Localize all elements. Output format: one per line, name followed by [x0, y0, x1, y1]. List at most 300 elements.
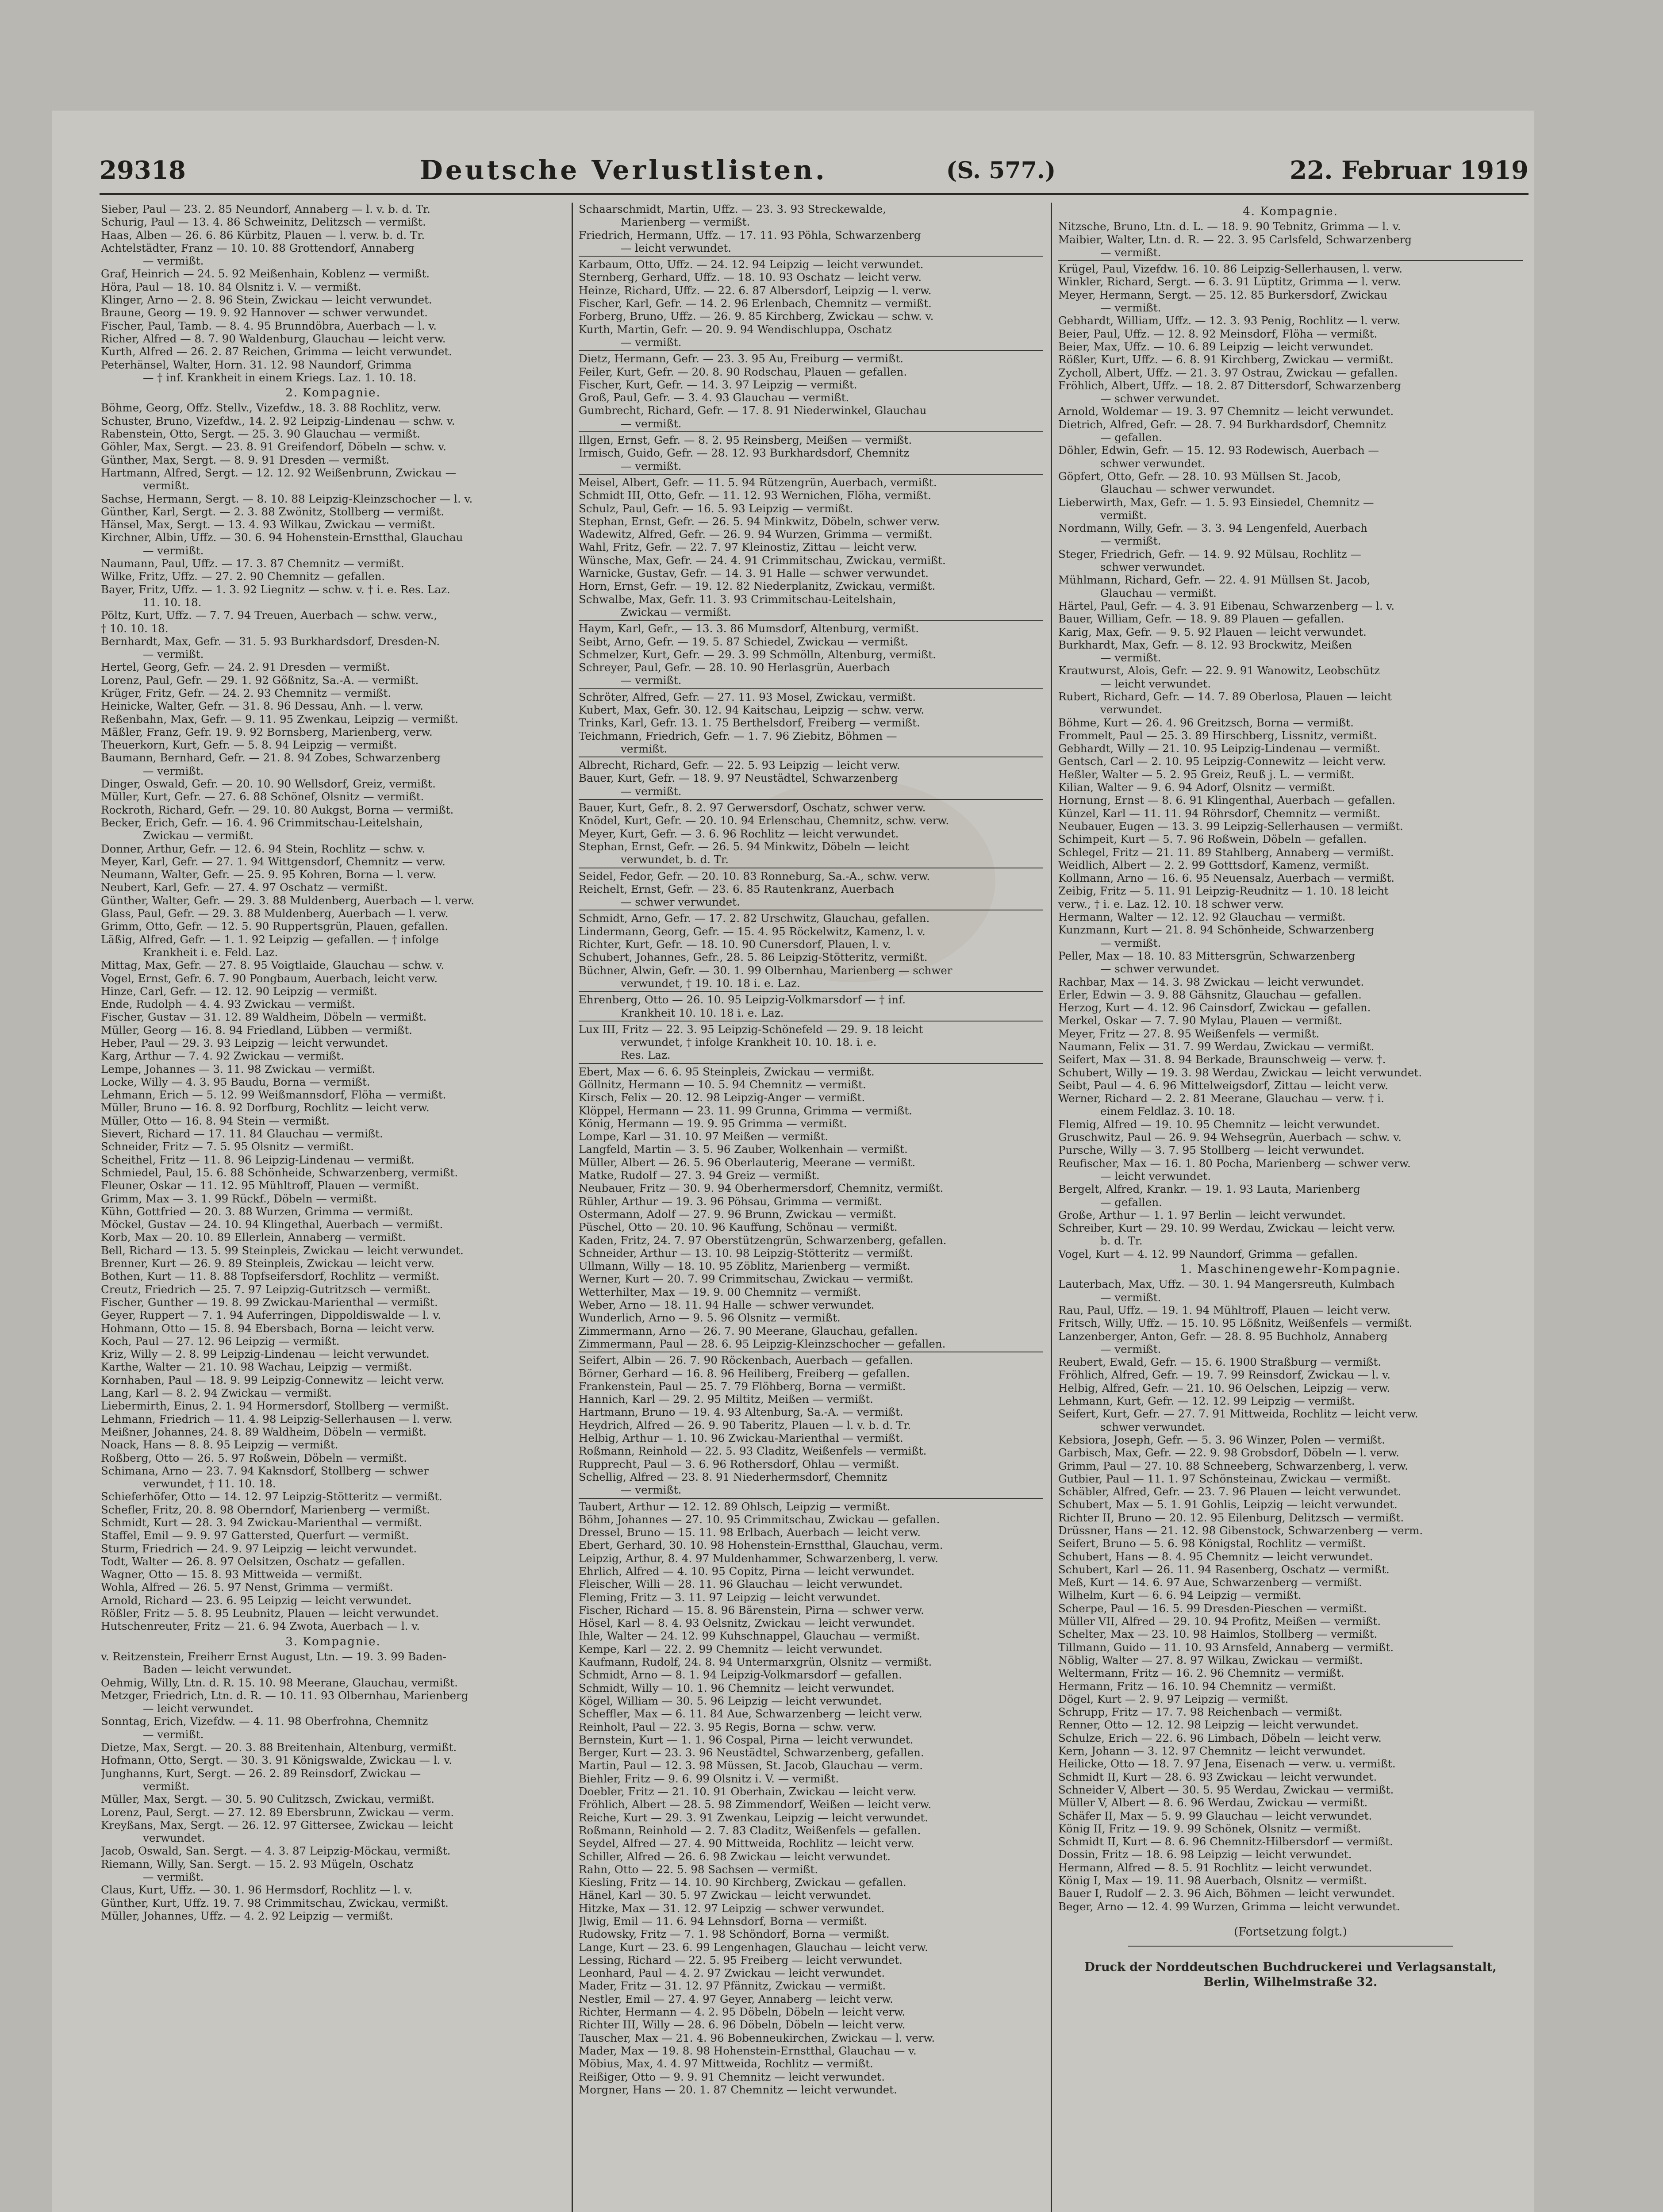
casualty-entry: Seifert, Bruno — 5. 6. 98 Königstal, Rochlitz — vermißt. — [1058, 1537, 1366, 1550]
column-divider — [1051, 203, 1052, 2212]
casualty-entry: König II, Fritz — 19. 9. 99 Schönek, Olsnitz — vermißt. — [1058, 1822, 1361, 1835]
casualty-entry: Heinze, Richard, Uffz. — 22. 6. 87 Albersdorf, Leipzig — l. verw. — [579, 284, 932, 297]
casualty-entry: Albrecht, Richard, Gefr. — 22. 5. 93 Leipzig — leicht verw. — [579, 759, 900, 772]
casualty-entry: Böhme, Georg, Offz. Stellv., Vizefdw., 18. 3. 88 Rochlitz, verw. — [101, 401, 441, 415]
casualty-entry: Schneider, Arthur — 13. 10. 98 Leipzig-Stötteritz — vermißt. — [579, 1246, 914, 1260]
casualty-entry: Müller, Kurt, Gefr. — 27. 6. 88 Schönef, Olsnitz — vermißt. — [101, 790, 424, 803]
casualty-entry: Theuerkorn, Kurt, Gefr. — 5. 8. 94 Leipzig — vermißt. — [101, 738, 397, 752]
casualty-entry: Reinholt, Paul — 22. 3. 95 Regis, Borna — schw. verw. — [579, 1720, 876, 1733]
casualty-entry: Seifert, Albin — 26. 7. 90 Röckenbach, Auerbach — gefallen. — [579, 1354, 914, 1367]
casualty-entry: Schulz, Paul, Gefr. — 16. 5. 93 Leipzig — vermißt. — [579, 502, 853, 515]
casualty-entry: Kirsch, Felix — 20. 12. 98 Leipzig-Anger — vermißt. — [579, 1091, 865, 1104]
casualty-entry: Richer, Alfred — 8. 7. 90 Waldenburg, Glauchau — leicht verw. — [101, 332, 446, 345]
casualty-entry: Ehrlich, Alfred — 4. 10. 95 Copitz, Pirna — leicht verwundet. — [579, 1564, 915, 1578]
casualty-entry: Becker, Erich, Gefr. — 16. 4. 96 Crimmitschau-Leitelshain, — [101, 816, 423, 829]
casualty-entry: Wohla, Alfred — 26. 5. 97 Nenst, Grimma — vermißt. — [101, 1581, 393, 1594]
casualty-entry: Schubert, Hans — 8. 4. 95 Chemnitz — leicht verwundet. — [1058, 1550, 1373, 1563]
casualty-entry: Lanzenberger, Anton, Gefr. — 28. 8. 95 Buchholz, Annaberg — [1058, 1329, 1388, 1343]
casualty-entry: Knödel, Kurt, Gefr. — 20. 10. 94 Erlenschau, Chemnitz, schw. verw. — [579, 814, 949, 827]
casualty-entry: Böhme, Kurt — 26. 4. 96 Greitzsch, Borna — vermißt. — [1058, 716, 1354, 729]
casualty-entry: Heinicke, Walter, Gefr. — 31. 8. 96 Dessau, Anh. — l. verw. — [101, 699, 423, 713]
casualty-entry: Müller, Bruno — 16. 8. 92 Dorfburg, Rochlitz — leicht verw. — [101, 1101, 430, 1114]
casualty-entry: Schmidt II, Kurt — 28. 6. 93 Zwickau — leicht verwundet. — [1058, 1770, 1377, 1783]
casualty-entry: Püschel, Otto — 20. 10. 96 Kauffung, Schönau — vermißt. — [579, 1221, 898, 1234]
casualty-entry: Stephan, Ernst, Gefr. — 26. 5. 94 Minkwitz, Döbeln, schwer verw. — [579, 515, 940, 528]
casualty-entry: Wilke, Fritz, Uffz. — 27. 2. 90 Chemnitz — gefallen. — [101, 570, 385, 583]
casualty-entry: Schurig, Paul — 13. 4. 86 Schweinitz, Delitzsch — vermißt. — [101, 215, 426, 229]
entry-continuation: — leicht verwundet. — [143, 1702, 253, 1715]
casualty-entry: Kubert, Max, Gefr. 30. 12. 94 Kaitschau, Leipzig — schw. verw. — [579, 703, 925, 716]
casualty-entry: Helbig, Arthur — 1. 10. 96 Zwickau-Marienthal — vermißt. — [579, 1432, 903, 1445]
casualty-entry: Lorenz, Paul, Sergt. — 27. 12. 89 Ebersbrunn, Zwickau — verm. — [101, 1805, 454, 1819]
casualty-entry: König, Hermann — 19. 9. 95 Grimma — vermißt. — [579, 1117, 847, 1130]
casualty-entry: Schimana, Arno — 23. 7. 94 Kaknsdorf, Stollberg — schwer — [101, 1464, 429, 1477]
casualty-entry: Göhler, Max, Sergt. — 23. 8. 91 Greifendorf, Döbeln — schw. v. — [101, 440, 446, 453]
entry-continuation: — schwer verwundet. — [1100, 392, 1220, 405]
casualty-entry: Weltermann, Fritz — 16. 2. 96 Chemnitz — vermißt. — [1058, 1667, 1344, 1680]
casualty-entry: Rößler, Kurt, Uffz. — 6. 8. 91 Kirchberg, Zwickau — vermißt. — [1058, 353, 1394, 366]
entry-continuation: — schwer verwundet. — [621, 895, 740, 909]
casualty-entry: Möckel, Gustav — 24. 10. 94 Klingethal, Auerbach — vermißt. — [101, 1218, 443, 1231]
casualty-entry: Brenner, Kurt — 26. 9. 89 Steinpleis, Zwickau — leicht verw. — [101, 1257, 434, 1270]
casualty-entry: Hänsel, Max, Sergt. — 13. 4. 93 Wilkau, Zwickau — vermißt. — [101, 518, 435, 531]
casualty-entry: Hornung, Ernst — 8. 6. 91 Klingenthal, Auerbach — gefallen. — [1058, 794, 1396, 807]
entry-continuation: — vermißt. — [1100, 1342, 1161, 1356]
casualty-entry: Schmidt, Kurt — 28. 3. 94 Zwickau-Marienthal — vermißt. — [101, 1516, 422, 1529]
entry-continuation: — vermißt. — [621, 1483, 682, 1497]
casualty-entry: Hermann, Walter — 12. 12. 92 Glauchau — vermißt. — [1058, 910, 1346, 924]
casualty-entry: Hermann, Alfred — 8. 5. 91 Rochlitz — leicht verwundet. — [1058, 1861, 1372, 1874]
casualty-entry: Garbisch, Max, Gefr. — 22. 9. 98 Grobsdorf, Döbeln — l. verw. — [1058, 1446, 1399, 1459]
entry-continuation: Zwickau — vermißt. — [143, 829, 253, 842]
casualty-entry: Koch, Paul — 27. 12. 96 Leipzig — vermißt. — [101, 1334, 340, 1348]
casualty-entry: Meißner, Johannes, 24. 8. 89 Waldheim, Döbeln — vermißt. — [101, 1425, 427, 1438]
entry-continuation: vermißt. — [1100, 508, 1147, 522]
casualty-entry: Göpfert, Otto, Gefr. — 28. 10. 93 Müllsen St. Jacob, — [1058, 469, 1341, 483]
casualty-entry: Reßenbahn, Max, Gefr. — 9. 11. 95 Zwenkau, Leipzig — vermißt. — [101, 712, 458, 726]
casualty-entry: Korb, Max — 20. 10. 89 Ellerlein, Annaberg — vermißt. — [101, 1231, 406, 1244]
casualty-entry: Scheithel, Fritz — 11. 8. 96 Leipzig-Lindenau — vermißt. — [101, 1153, 415, 1166]
casualty-entry: Jlwig, Emil — 11. 6. 94 Lehnsdorf, Borna — vermißt. — [579, 1915, 868, 1928]
casualty-entry: Doebler, Fritz — 21. 10. 91 Oberhain, Zwickau — leicht verw. — [579, 1785, 916, 1798]
casualty-entry: Weidlich, Albert — 2. 2. 99 Gotttsdorf, Kamenz, vermißt. — [1058, 858, 1369, 872]
casualty-entry: Stephan, Ernst, Gefr. — 26. 5. 94 Minkwitz, Döbeln — leicht — [579, 840, 910, 853]
imprint-rule — [1128, 1946, 1453, 1947]
casualty-entry: Leonhard, Paul — 4. 2. 97 Zwickau — leicht verwundet. — [579, 1966, 885, 1980]
entry-continuation: Marienberg — vermißt. — [621, 215, 750, 229]
casualty-entry: Hartmann, Bruno — 19. 4. 93 Altenburg, Sa.-A. — vermißt. — [579, 1406, 903, 1419]
entry-continuation: verwundet, † 11. 10. 18. — [143, 1477, 276, 1490]
casualty-entry: Herzog, Kurt — 4. 12. 96 Cainsdorf, Zwickau — gefallen. — [1058, 1001, 1371, 1014]
entry-continuation: — vermißt. — [1100, 1290, 1161, 1304]
imprint-line-1: Druck der Norddeutschen Buchdruckerei und Verlagsanstalt, — [1084, 1960, 1497, 1974]
casualty-entry: Börner, Gerhard — 16. 8. 96 Heiliberg, Freiberg — gefallen. — [579, 1367, 910, 1380]
casualty-entry: Scherpe, Paul — 16. 5. 99 Dresden-Pieschen — vermißt. — [1058, 1601, 1367, 1615]
casualty-entry: Locke, Willy — 4. 3. 95 Baudu, Borna — vermißt. — [101, 1075, 370, 1088]
casualty-entry: Helbig, Alfred, Gefr. — 21. 10. 96 Oelschen, Leipzig — verw. — [1058, 1381, 1390, 1394]
casualty-entry: Fleming, Fritz — 3. 11. 97 Leipzig — leicht verwundet. — [579, 1590, 881, 1604]
casualty-entry: Hitzke, Max — 31. 12. 97 Leipzig — schwer verwundet. — [579, 1901, 885, 1915]
entry-continuation: vermißt. — [621, 742, 668, 755]
casualty-entry: Dietz, Hermann, Gefr. — 23. 3. 95 Au, Freiburg — vermißt. — [579, 352, 903, 365]
casualty-entry: Riemann, Willy, San. Sergt. — 15. 2. 93 Mügeln, Oschatz — [101, 1857, 413, 1870]
casualty-entry: Kaufmann, Rudolf, 24. 8. 94 Untermarxgrün, Olsnitz — vermißt. — [579, 1655, 932, 1669]
casualty-entry: Meyer, Hermann, Sergt. — 25. 12. 85 Burkersdorf, Zwickau — [1058, 288, 1387, 301]
casualty-entry: Schröter, Alfred, Gefr. — 27. 11. 93 Mosel, Zwickau, vermißt. — [579, 690, 916, 703]
casualty-entry: Beier, Paul, Uffz. — 12. 8. 92 Meinsdorf, Flöha — vermißt. — [1058, 327, 1378, 340]
entry-continuation: verwundet, † infolge Krankheit 10. 10. 18. i. e. — [621, 1036, 877, 1049]
casualty-entry: Kreyßans, Max, Sergt. — 26. 12. 97 Gittersee, Zwickau — leicht — [101, 1818, 453, 1832]
casualty-entry: Beger, Arno — 12. 4. 99 Wurzen, Grimma — leicht verwundet. — [1058, 1900, 1400, 1913]
casualty-entry: Oehmig, Willy, Ltn. d. R. 15. 10. 98 Meerane, Glauchau, vermißt. — [101, 1676, 458, 1689]
casualty-entry: Haym, Karl, Gefr., — 13. 3. 86 Mumsdorf, Altenburg, vermißt. — [579, 622, 919, 635]
casualty-entry: Jacob, Oswald, San. Sergt. — 4. 3. 87 Leipzig-Möckau, vermißt. — [101, 1844, 451, 1858]
casualty-entry: Pursche, Willy — 3. 7. 95 Stollberg — leicht verwundet. — [1058, 1144, 1364, 1157]
casualty-entry: Kempe, Karl — 22. 2. 99 Chemnitz — leicht verwundet. — [579, 1642, 883, 1655]
casualty-entry: Bergelt, Alfred, Krankr. — 19. 1. 93 Lauta, Marienberg — [1058, 1183, 1360, 1196]
casualty-entry: Ostermann, Adolf — 27. 9. 96 Brunn, Zwickau — vermißt. — [579, 1207, 897, 1221]
casualty-entry: Bernstein, Kurt — 1. 1. 96 Cospal, Pirna — leicht verwundet. — [579, 1733, 914, 1746]
entry-continuation: — vermißt. — [143, 254, 204, 268]
casualty-entry: Erler, Edwin — 3. 9. 88 Gähsnitz, Glauchau — gefallen. — [1058, 988, 1362, 1001]
casualty-entry: Lieberwirth, Max, Gefr. — 1. 5. 93 Einsiedel, Chemnitz — — [1058, 495, 1374, 509]
casualty-entry: Roßmann, Reinhold — 22. 5. 93 Claditz, Weißenfels — vermißt. — [579, 1444, 927, 1458]
entry-continuation: — vermißt. — [143, 1728, 204, 1741]
column-right-tail — [1058, 1917, 1523, 1990]
casualty-entry: Günther, Kurt, Uffz. 19. 7. 98 Crimmitschau, Zwickau, vermißt. — [101, 1896, 449, 1909]
casualty-entry: Gutbier, Paul — 11. 1. 97 Schönsteinau, Zwickau — vermißt. — [1058, 1472, 1391, 1485]
casualty-entry: Rühler, Arthur — 19. 3. 96 Pöhsau, Grimma — vermißt. — [579, 1194, 883, 1208]
casualty-entry: Gruschwitz, Paul — 26. 9. 94 Wehsegrün, Auerbach — schw. v. — [1058, 1131, 1402, 1144]
casualty-entry: Fischer, Gustav — 31. 12. 89 Waldheim, Döbeln — vermißt. — [101, 1010, 427, 1024]
casualty-entry: Naumann, Felix — 31. 7. 99 Werdau, Zwickau — vermißt. — [1058, 1040, 1375, 1053]
casualty-entry: Lompe, Karl — 31. 10. 97 Meißen — vermißt. — [579, 1130, 829, 1143]
sheet-reference: (S. 577.) — [946, 157, 1056, 184]
casualty-entry: Wahl, Fritz, Gefr. — 22. 7. 97 Kleinostiz, Zittau — leicht verw. — [579, 541, 917, 554]
casualty-entry: Drüssner, Hans — 21. 12. 98 Gibenstock, Schwarzenberg — verm. — [1058, 1524, 1423, 1537]
casualty-entry: Forberg, Bruno, Uffz. — 26. 9. 85 Kirchberg, Zwickau — schw. v. — [579, 310, 934, 323]
casualty-entry: Bothen, Kurt — 11. 8. 88 Topfseifersdorf, Rochlitz — vermißt. — [101, 1270, 440, 1283]
casualty-entry: Flemig, Alfred — 19. 10. 95 Chemnitz — leicht verwundet. — [1058, 1118, 1380, 1131]
entry-separator — [579, 474, 1043, 475]
casualty-entry: Wagner, Otto — 15. 8. 93 Mittweida — vermißt. — [101, 1568, 363, 1581]
casualty-entry: Hohmann, Otto — 15. 8. 94 Ebersbach, Borna — leicht verw. — [101, 1321, 435, 1335]
casualty-entry: Günther, Walter, Gefr. — 29. 3. 88 Muldenberg, Auerbach — l. verw. — [101, 894, 474, 907]
casualty-entry: Bauer, Kurt, Gefr., 8. 2. 97 Gerwersdorf, Oschatz, schwer verw. — [579, 801, 926, 814]
casualty-entry: Fischer, Karl, Gefr. — 14. 2. 96 Erlenbach, Chemnitz — vermißt. — [579, 297, 932, 310]
casualty-entry: Taubert, Arthur — 12. 12. 89 Ohlsch, Leipzig — vermißt. — [579, 1500, 891, 1513]
casualty-entry: Lehmann, Kurt, Gefr. — 12. 12. 99 Leipzig — vermißt. — [1058, 1394, 1355, 1408]
casualty-entry: Sturm, Friedrich — 24. 9. 97 Leipzig — leicht verwundet. — [101, 1542, 417, 1555]
casualty-entry: Hertel, Georg, Gefr. — 24. 2. 91 Dresden — vermißt. — [101, 661, 390, 674]
entry-continuation: Glauchau — vermißt. — [1100, 586, 1217, 599]
casualty-entry: Liebermirth, Einus, 2. 1. 94 Hormersdorf, Stollberg — vermißt. — [101, 1399, 449, 1413]
casualty-entry: Berger, Kurt — 23. 3. 96 Neustädtel, Schwarzenberg, gefallen. — [579, 1746, 924, 1759]
casualty-entry: Gentsch, Carl — 2. 10. 95 Leipzig-Connewitz — leicht verw. — [1058, 755, 1386, 768]
casualty-entry: Lorenz, Paul, Gefr. — 29. 1. 92 Gößnitz, Sa.-A. — vermißt. — [101, 673, 419, 687]
casualty-entry: Rubert, Richard, Gefr. — 14. 7. 89 Oberlosa, Plauen — leicht — [1058, 690, 1392, 703]
casualty-entry: Gebhardt, Willy — 21. 10. 95 Leipzig-Lindenau — vermißt. — [1058, 742, 1381, 755]
casualty-entry: Hermann, Fritz — 16. 10. 94 Chemnitz — vermißt. — [1058, 1679, 1337, 1693]
casualty-entry: Lindermann, Georg, Gefr. — 15. 4. 95 Röckelwitz, Kamenz, l. v. — [579, 925, 926, 938]
casualty-entry: Vogel, Kurt — 4. 12. 99 Naundorf, Grimma — gefallen. — [1058, 1247, 1358, 1260]
casualty-entry: Arnold, Richard — 23. 6. 95 Leipzig — leicht verwundet. — [101, 1594, 412, 1607]
page-number: 29318 — [100, 156, 186, 185]
page-header — [100, 150, 1529, 190]
casualty-entry: Frommelt, Paul — 25. 3. 89 Hirschberg, Lissnitz, vermißt. — [1058, 729, 1377, 742]
casualty-entry: Seifert, Kurt, Gefr. — 27. 7. 91 Mittweida, Rochlitz — leicht verw. — [1058, 1407, 1418, 1421]
casualty-entry: Müller V, Albert — 8. 6. 96 Werdau, Zwickau — vermißt. — [1058, 1796, 1368, 1809]
casualty-entry: Trinks, Karl, Gefr. 13. 1. 75 Berthelsdorf, Freiberg — vermißt. — [579, 716, 920, 730]
casualty-entry: Gebhardt, William, Uffz. — 12. 3. 93 Penig, Rochlitz — l. verw. — [1058, 314, 1401, 327]
imprint-line-2: Berlin, Wilhelmstraße 32. — [1203, 1975, 1378, 1989]
casualty-entry: Seibt, Arno, Gefr. — 19. 5. 87 Schiedel, Zwickau — vermißt. — [579, 635, 908, 648]
casualty-entry: Kaden, Fritz, 24. 7. 97 Oberstützengrün, Schwarzenberg, gefallen. — [579, 1233, 947, 1247]
entry-continuation: schwer verwundet. — [1100, 1420, 1206, 1433]
casualty-entry: Meß, Kurt — 14. 6. 97 Aue, Schwarzenberg — vermißt. — [1058, 1576, 1362, 1589]
casualty-entry: Hannich, Karl — 29. 2. 95 Miltitz, Meißen — vermißt. — [579, 1393, 873, 1406]
casualty-entry: Maibier, Walter, Ltn. d. R. — 22. 3. 95 Carlsfeld, Schwarzenberg — [1058, 233, 1412, 246]
casualty-entry: Günther, Karl, Sergt. — 2. 3. 88 Zwönitz, Stollberg — vermißt. — [101, 505, 445, 518]
casualty-entry: Todt, Walter — 26. 8. 97 Oelsitzen, Oschatz — gefallen. — [101, 1555, 405, 1568]
casualty-entry: Hösel, Karl — 8. 4. 93 Oelsnitz, Zwickau — leicht verwundet. — [579, 1617, 915, 1630]
casualty-entry: Ehrenberg, Otto — 26. 10. 95 Leipzig-Volkmarsdorf — † inf. — [579, 993, 906, 1006]
casualty-entry: Karthe, Walter — 21. 10. 98 Wachau, Leipzig — vermißt. — [101, 1360, 412, 1374]
casualty-entry: Fischer, Richard — 15. 8. 96 Bärenstein, Pirna — schwer verw. — [579, 1603, 924, 1617]
casualty-entry: Seibt, Paul — 4. 6. 96 Mittelweigsdorf, Zittau — leicht verw. — [1058, 1079, 1388, 1092]
entry-continuation: — vermißt. — [143, 648, 204, 661]
casualty-entry: Noack, Hans — 8. 8. 95 Leipzig — vermißt. — [101, 1438, 338, 1452]
entry-continuation: — † inf. Krankheit in einem Kriegs. Laz. 1. 10. 18. — [143, 371, 417, 384]
entry-separator — [579, 1498, 1043, 1499]
entry-separator — [579, 350, 1043, 351]
entry-separator — [579, 688, 1043, 689]
casualty-entry: Wetterhilter, Max — 19. 9. 00 Chemnitz — vermißt. — [579, 1285, 861, 1298]
casualty-entry: Mader, Max — 19. 8. 98 Hohenstein-Ernstthal, Glauchau — v. — [579, 2044, 917, 2057]
casualty-entry: Beier, Max, Uffz. — 10. 6. 89 Leipzig — leicht verwundet. — [1058, 340, 1374, 353]
casualty-entry: Lehmann, Friedrich — 11. 4. 98 Leipzig-Sellerhausen — l. verw. — [101, 1412, 453, 1425]
header-rule — [100, 193, 1529, 195]
casualty-entry: Sachse, Hermann, Sergt. — 8. 10. 88 Leipzig-Kleinzschocher — l. v. — [101, 492, 473, 505]
casualty-entry: Ullmann, Willy — 18. 10. 95 Zöblitz, Marienberg — vermißt. — [579, 1260, 910, 1273]
casualty-entry: Creutz, Friedrich — 25. 7. 97 Leipzig-Gutritzsch — vermißt. — [101, 1283, 431, 1296]
casualty-entry: Hartmann, Alfred, Sergt. — 12. 12. 92 Weißenbrunn, Zwickau — — [101, 466, 456, 479]
casualty-entry: v. Reitzenstein, Freiherr Ernst August, Ltn. — 19. 3. 99 Baden- — [101, 1650, 446, 1663]
casualty-entry: Grimm, Max — 3. 1. 99 Rückf., Döbeln — vermißt. — [101, 1192, 377, 1205]
casualty-entry: Morgner, Hans — 20. 1. 87 Chemnitz — leicht verwundet. — [579, 2083, 897, 2096]
casualty-entry: Möbius, Max, 4. 4. 97 Mittweida, Rochlitz — vermißt. — [579, 2057, 873, 2070]
entry-separator — [1058, 260, 1523, 261]
casualty-entry: Schmidt, Arno — 8. 1. 94 Leipzig-Volkmarsdorf — gefallen. — [579, 1668, 902, 1682]
entry-continuation: schwer verwundet. — [1100, 457, 1206, 470]
casualty-entry: Hinze, Carl, Gefr. — 12. 12. 90 Leipzig — vermißt. — [101, 984, 377, 998]
entry-continuation: — schwer verwundet. — [1100, 962, 1220, 975]
casualty-entry: Groß, Paul, Gefr. — 3. 4. 93 Glauchau — vermißt. — [579, 391, 849, 404]
casualty-entry: Schmidt III, Otto, Gefr. — 11. 12. 93 Wernichen, Flöha, vermißt. — [579, 489, 931, 502]
casualty-entry: Zimmermann, Arno — 26. 7. 90 Meerane, Glauchau, gefallen. — [579, 1324, 918, 1337]
casualty-entry: Winkler, Richard, Sergt. — 6. 3. 91 Lüptitz, Grimma — l. verw. — [1058, 275, 1401, 288]
casualty-entry: Künzel, Karl — 11. 11. 94 Röhrsdorf, Chemnitz — vermißt. — [1058, 806, 1381, 820]
casualty-entry: Kriz, Willy — 2. 8. 99 Leipzig-Lindenau — leicht verwundet. — [101, 1348, 430, 1361]
casualty-entry: Büchner, Alwin, Gefr. — 30. 1. 99 Olbernhau, Marienberg — schwer — [579, 964, 952, 977]
casualty-entry: Karbaum, Otto, Uffz. — 24. 12. 94 Leipzig — leicht verwundet. — [579, 258, 924, 271]
casualty-entry: Sievert, Richard — 17. 11. 84 Glauchau — vermißt. — [101, 1127, 383, 1141]
entry-continuation: Krankheit 10. 10. 18 i. e. Laz. — [621, 1006, 784, 1019]
casualty-entry: Dögel, Kurt — 2. 9. 97 Leipzig — vermißt. — [1058, 1692, 1289, 1705]
casualty-entry: Weber, Arno — 18. 11. 94 Halle — schwer verwundet. — [579, 1298, 875, 1312]
publication-title: Deutsche Verlustlisten. — [419, 155, 827, 186]
casualty-entry: Vogel, Ernst, Gefr. 6. 7. 90 Pongbaum, Auerbach, leicht verw. — [101, 972, 438, 985]
casualty-entry: Schmiedel, Paul, 15. 6. 88 Schönheide, Schwarzenberg, vermißt. — [101, 1166, 458, 1179]
casualty-entry: Werner, Kurt — 20. 7. 99 Crimmitschau, Zwickau — vermißt. — [579, 1272, 914, 1286]
casualty-entry: Meyer, Kurt, Gefr. — 3. 6. 96 Rochlitz — leicht verwundet. — [579, 827, 899, 840]
casualty-entry: Schrupp, Fritz — 17. 7. 98 Reichenbach — vermißt. — [1058, 1705, 1343, 1719]
casualty-entry: Neumann, Walter, Gefr. — 25. 9. 95 Kohren, Borna — l. verw. — [101, 868, 437, 881]
casualty-entry: Rabenstein, Otto, Sergt. — 25. 3. 90 Glauchau — vermißt. — [101, 427, 420, 441]
casualty-entry: Fleuner, Oskar — 11. 12. 95 Mühltroff, Plauen — vermißt. — [101, 1179, 419, 1192]
casualty-entry: Schmidt, Arno, Gefr. — 17. 2. 82 Urschwitz, Glauchau, gefallen. — [579, 912, 930, 925]
casualty-entry: Naumann, Paul, Uffz. — 17. 3. 87 Chemnitz — vermißt. — [101, 557, 404, 570]
casualty-entry: Ebert, Max — 6. 6. 95 Steinpleis, Zwickau — vermißt. — [579, 1065, 875, 1078]
entry-continuation: — vermißt. — [143, 764, 204, 777]
casualty-entry: Tauscher, Max — 21. 4. 96 Bobenneukirchen, Zwickau — l. verw. — [579, 2031, 935, 2044]
casualty-entry: Lange, Kurt — 23. 6. 99 Lengenhagen, Glauchau — leicht verw. — [579, 1940, 928, 1954]
casualty-entry: Biehler, Fritz — 9. 6. 99 Olsnitz i. V. — vermißt. — [579, 1772, 839, 1785]
casualty-entry: Sieber, Paul — 23. 2. 85 Neundorf, Annaberg — l. v. b. d. Tr. — [101, 203, 430, 215]
casualty-entry: Bell, Richard — 13. 5. 99 Steinpleis, Zwickau — leicht verwundet. — [101, 1244, 464, 1257]
casualty-entry: Neubauer, Fritz — 30. 9. 94 Oberhermersdorf, Chemnitz, vermißt. — [579, 1182, 944, 1195]
entry-continuation: — vermißt. — [143, 1870, 204, 1883]
casualty-entry: Kunzmann, Kurt — 21. 8. 94 Schönheide, Schwarzenberg — [1058, 923, 1375, 937]
casualty-entry: Scheffler, Max — 6. 11. 84 Aue, Schwarzenberg — leicht verw. — [579, 1707, 922, 1720]
casualty-entry: Sternberg, Gerhard, Uffz. — 18. 10. 93 Oschatz — leicht verw. — [579, 271, 922, 284]
entry-continuation: Zwickau — vermißt. — [621, 605, 731, 618]
casualty-entry: Zimmermann, Paul — 28. 6. 95 Leipzig-Kleinzschocher — gefallen. — [579, 1337, 946, 1350]
casualty-entry: Gumbrecht, Richard, Gefr. — 17. 8. 91 Niederwinkel, Glauchau — [579, 404, 927, 417]
casualty-entry: Rockroth, Richard, Gefr. — 29. 10. 80 Aukgst, Borna — vermißt. — [101, 803, 454, 816]
casualty-entry: Schubert, Willy — 19. 3. 98 Werdau, Zwickau — leicht verwundet. — [1058, 1066, 1422, 1079]
casualty-entry: Schieferhöfer, Otto — 14. 12. 97 Leipzig-Stötteritz — vermißt. — [101, 1490, 442, 1503]
casualty-entry: Dietrich, Alfred, Gefr. — 28. 7. 94 Burkhardsdorf, Chemnitz — [1058, 418, 1386, 431]
entry-continuation: Glauchau — schwer verwundet. — [1100, 483, 1275, 496]
casualty-entry: Kebsiora, Joseph, Gefr. — 5. 3. 96 Winzer, Polen — vermißt. — [1058, 1433, 1385, 1446]
entry-continuation: — vermißt. — [621, 459, 682, 472]
casualty-entry: Pöltz, Kurt, Uffz. — 7. 7. 94 Treuen, Auerbach — schw. verw., — [101, 609, 438, 622]
casualty-entry: Reiche, Kurt — 29. 3. 91 Zwenkau, Leipzig — leicht verwundet. — [579, 1811, 928, 1824]
casualty-entry: Junghanns, Kurt, Sergt. — 26. 2. 89 Reinsdorf, Zwickau — — [101, 1767, 421, 1780]
casualty-entry: Metzger, Friedrich, Ltn. d. R. — 10. 11. 93 Olbernhau, Marienberg — [101, 1689, 469, 1702]
casualty-entry: Schmidt II, Kurt — 8. 6. 96 Chemnitz-Hilbersdorf — vermißt. — [1058, 1835, 1393, 1848]
casualty-entry: Karg, Arthur — 7. 4. 92 Zwickau — vermißt. — [101, 1049, 344, 1063]
company-heading: 1. Maschinengewehr-Kompagnie. — [1180, 1263, 1401, 1276]
casualty-entry: Heilicke, Otto — 18. 7. 97 Jena, Eisenach — verw. u. vermißt. — [1058, 1757, 1396, 1770]
casualty-entry: Lehmann, Erich — 5. 12. 99 Weißmannsdorf, Flöha — vermißt. — [101, 1088, 446, 1102]
casualty-entry: Dossin, Fritz — 18. 6. 98 Leipzig — leicht verwundet. — [1058, 1848, 1352, 1861]
casualty-entry: König I, Max — 19. 11. 98 Auerbach, Olsnitz — vermißt. — [1058, 1874, 1367, 1887]
casualty-entry: Kurth, Martin, Gefr. — 20. 9. 94 Wendischluppa, Oschatz — [579, 323, 892, 336]
casualty-entry: Hutschenreuter, Fritz — 21. 6. 94 Zwota, Auerbach — l. v. — [101, 1620, 420, 1633]
casualty-entry: Friedrich, Hermann, Uffz. — 17. 11. 93 Pöhla, Schwarzenberg — [579, 228, 921, 242]
casualty-entry: Geyer, Ruppert — 7. 1. 94 Auferringen, Dippoldiswalde — l. v. — [101, 1309, 441, 1322]
casualty-entry: Illgen, Ernst, Gefr. — 8. 2. 95 Reinsberg, Meißen — vermißt. — [579, 434, 912, 447]
casualty-entry: Müller, Max, Sergt. — 30. 5. 90 Culitzsch, Zwickau, vermißt. — [101, 1793, 435, 1806]
casualty-entry: Heber, Paul — 29. 3. 93 Leipzig — leicht verwundet. — [101, 1037, 388, 1049]
casualty-entry: Horn, Ernst, Gefr. — 19. 12. 82 Niederplanitz, Zwickau, vermißt. — [579, 580, 936, 593]
casualty-entry: Lux III, Fritz — 22. 3. 95 Leipzig-Schönefeld — 29. 9. 18 leicht — [579, 1022, 923, 1036]
casualty-entry: Bauer, Kurt, Gefr. — 18. 9. 97 Neustädtel, Schwarzenberg — [579, 772, 898, 785]
casualty-entry: Schimpeit, Kurt — 5. 7. 96 Roßwein, Döbeln — gefallen. — [1058, 833, 1367, 846]
entry-continuation: — leicht verwundet. — [1100, 1169, 1211, 1183]
casualty-entry: Teichmann, Friedrich, Gefr. — 1. 7. 96 Ziebitz, Böhmen — — [579, 729, 897, 742]
casualty-entry: Reißiger, Otto — 9. 9. 91 Chemnitz — leicht verwundet. — [579, 2070, 885, 2083]
entry-continuation: — vermißt. — [1100, 534, 1161, 548]
casualty-entry: Mühlmann, Richard, Gefr. — 22. 4. 91 Müllsen St. Jacob, — [1058, 573, 1371, 587]
column-left — [101, 203, 565, 1922]
casualty-entry: Schaarschmidt, Martin, Uffz. — 23. 3. 93 Streckewalde, — [579, 203, 886, 215]
casualty-entry: Werner, Richard — 2. 2. 81 Meerane, Glauchau — verw. † i. — [1058, 1092, 1384, 1105]
entry-continuation: b. d. Tr. — [1100, 1234, 1143, 1248]
casualty-entry: Irmisch, Guido, Gefr. — 28. 12. 93 Burkhardsdorf, Chemnitz — [579, 446, 910, 460]
entry-continuation: verwundet, † 19. 10. 18 i. e. Laz. — [621, 976, 800, 990]
casualty-entry: Läßig, Alfred, Gefr. — 1. 1. 92 Leipzig — gefallen. — † infolge — [101, 933, 439, 946]
entry-continuation: — vermißt. — [1100, 246, 1161, 259]
casualty-entry: Roßberg, Otto — 26. 5. 97 Roßwein, Döbeln — vermißt. — [101, 1451, 407, 1464]
casualty-entry: Neubauer, Eugen — 13. 3. 99 Leipzig-Sellerhausen — vermißt. — [1058, 819, 1403, 833]
casualty-entry: Göllnitz, Hermann — 10. 5. 94 Chemnitz — vermißt. — [579, 1078, 866, 1091]
casualty-entry: Nitzsche, Bruno, Ltn. d. L. — 18. 9. 90 Tebnitz, Grimma — l. v. — [1058, 220, 1401, 233]
entry-continuation: Baden — leicht verwundet. — [143, 1663, 292, 1676]
entry-continuation: — leicht verwundet. — [621, 241, 731, 254]
casualty-entry: Kornhaben, Paul — 18. 9. 99 Leipzig-Connewitz — leicht verw. — [101, 1373, 444, 1386]
casualty-entry: Müller, Georg — 16. 8. 94 Friedland, Lübben — vermißt. — [101, 1023, 412, 1037]
casualty-entry: Kirchner, Albin, Uffz. — 30. 6. 94 Hohenstein-Ernstthal, Glauchau — [101, 531, 463, 544]
company-heading: 3. Kompagnie. — [285, 1635, 381, 1648]
casualty-entry: Schneider, Fritz — 7. 5. 95 Olsnitz — vermißt. — [101, 1140, 354, 1153]
casualty-entry: Reufischer, Max — 16. 1. 80 Pocha, Marienberg — schwer verw. — [1058, 1156, 1411, 1170]
casualty-entry: Fischer, Paul, Tamb. — 8. 4. 95 Brunndöbra, Auerbach — l. v. — [101, 319, 437, 332]
casualty-entry: Schneider V, Albert — 30. 5. 95 Werdau, Zwickau — vermißt. — [1058, 1783, 1394, 1796]
casualty-entry: Schellig, Alfred — 23. 8. 91 Niederhermsdorf, Chemnitz — [579, 1470, 887, 1483]
casualty-entry: Krüger, Fritz, Gefr. — 24. 2. 93 Chemnitz — vermißt. — [101, 686, 392, 699]
casualty-entry: Richter III, Willy — 28. 6. 96 Döbeln, Döbeln — leicht verw. — [579, 2018, 906, 2032]
casualty-entry: Schulze, Erich — 22. 6. 96 Limbach, Döbeln — leicht verw. — [1058, 1731, 1382, 1744]
casualty-entry: Achtelstädter, Franz — 10. 10. 88 Grottendorf, Annaberg — [101, 241, 415, 254]
entry-continuation: — vermißt. — [621, 335, 682, 349]
casualty-entry: Meyer, Karl, Gefr. — 27. 1. 94 Wittgensdorf, Chemnitz — verw. — [101, 855, 446, 868]
casualty-entry: Ebert, Gerhard, 30. 10. 98 Hohenstein-Ernstthal, Glauchau, verm. — [579, 1539, 943, 1552]
casualty-entry: Schäbler, Alfred, Gefr. — 23. 7. 96 Plauen — leicht verwundet. — [1058, 1485, 1402, 1498]
casualty-entry: Donner, Arthur, Gefr. — 12. 6. 94 Stein, Rochlitz — schw. v. — [101, 842, 426, 855]
company-heading: 2. Kompagnie. — [285, 386, 381, 400]
entry-continuation: einem Feldlaz. 3. 10. 18. — [1100, 1105, 1236, 1118]
casualty-entry: Müller, Johannes, Uffz. — 4. 2. 92 Leipzig — vermißt. — [101, 1909, 393, 1922]
entry-continuation: — vermißt. — [1100, 301, 1161, 315]
casualty-entry: Lessing, Richard — 22. 5. 95 Freiberg — leicht verwundet. — [579, 1953, 903, 1966]
entry-continuation: — vermißt. — [1100, 936, 1161, 949]
casualty-entry: Roßmann, Reinhold — 2. 7. 83 Claditz, Weißenfels — gefallen. — [579, 1824, 921, 1837]
casualty-entry: Heydrich, Alfred — 26. 9. 90 Taberitz, Plauen — l. v. b. d. Tr. — [579, 1418, 911, 1432]
casualty-entry: Schubert, Karl — 26. 11. 94 Rasenberg, Oschatz — vermißt. — [1058, 1563, 1390, 1576]
casualty-entry: Kollmann, Arno — 16. 6. 95 Neuensalz, Auerbach — vermißt. — [1058, 872, 1395, 885]
casualty-entry: Zycholl, Albert, Uffz. — 21. 3. 97 Ostrau, Zwickau — gefallen. — [1058, 366, 1398, 379]
casualty-entry: Mittag, Max, Gefr. — 27. 8. 95 Voigtlaide, Glauchau — schw. v. — [101, 959, 445, 972]
casualty-entry: † 10. 10. 18. — [101, 622, 169, 635]
casualty-entry: Schuster, Bruno, Vizefdw., 14. 2. 92 Leipzig-Lindenau — schw. v. — [101, 414, 455, 427]
casualty-entry: Leipzig, Arthur, 8. 4. 97 Muldenhammer, Schwarzenberg, l. verw. — [579, 1551, 938, 1565]
casualty-entry: Kühn, Gottfried — 20. 3. 88 Wurzen, Grimma — vermißt. — [101, 1205, 414, 1218]
casualty-entry: Rößler, Fritz — 5. 8. 95 Leubnitz, Plauen — leicht verwundet. — [101, 1607, 439, 1620]
casualty-entry: Günther, Max, Sergt. — 8. 9. 91 Dresden — vermißt. — [101, 453, 390, 466]
